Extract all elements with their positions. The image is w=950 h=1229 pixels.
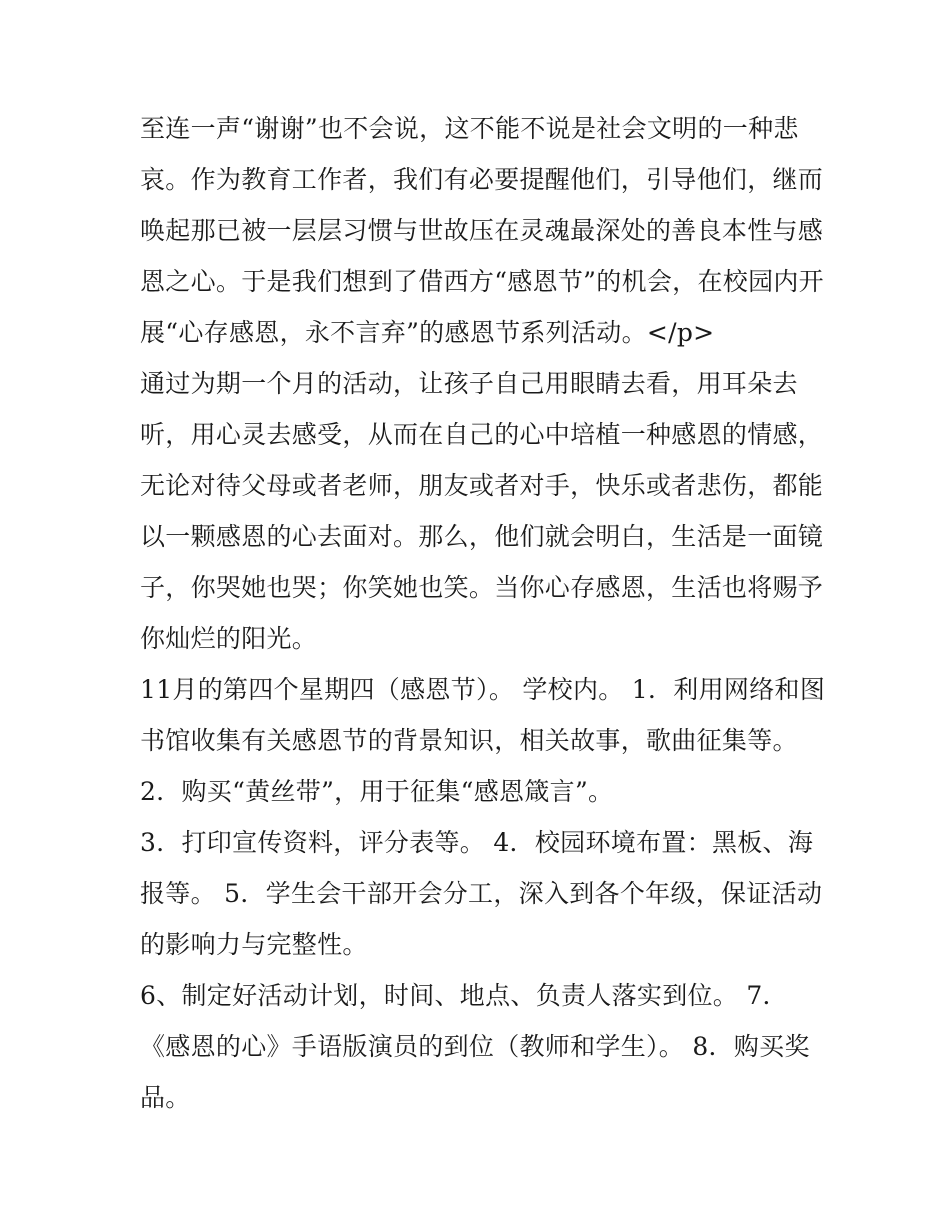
text-line: 恩之心。于是我们想到了借西方“感恩节”的机会，在校园内开 bbox=[140, 267, 824, 296]
text-line: 哀。作为教育工作者，我们有必要提醒他们，引导他们，继而 bbox=[140, 165, 824, 194]
text-line: 11月的第四个星期四（感恩节）。 学校内。 1．利用网络和图 bbox=[140, 675, 826, 704]
text-line: 无论对待父母或者老师，朋友或者对手，快乐或者悲伤，都能 bbox=[140, 471, 824, 500]
paragraph-6 bbox=[140, 970, 820, 1123]
text-line: 你灿烂的阳光。 bbox=[140, 624, 318, 653]
paragraph-5 bbox=[140, 817, 823, 970]
paragraph-1 bbox=[140, 103, 824, 358]
text-line: 品。 bbox=[140, 1083, 191, 1112]
paragraph-3 bbox=[140, 664, 826, 766]
text-line: 展“心存感恩，永不言弃”的感恩节系列活动。</p> bbox=[140, 318, 715, 347]
text-line: 书馆收集有关感恩节的背景知识，相关故事，歌曲征集等。 bbox=[140, 726, 798, 755]
text-line: 至连一声“谢谢”也不会说，这不能不说是社会文明的一种悲 bbox=[140, 114, 799, 143]
text-line: 唤起那已被一层层习惯与世故压在灵魂最深处的善良本性与感 bbox=[140, 216, 824, 245]
text-line: 听，用心灵去感受，从而在自己的心中培植一种感恩的情感， bbox=[140, 420, 824, 449]
paragraph-2 bbox=[140, 358, 824, 664]
text-line: 3．打印宣传资料，评分表等。 4．校园环境布置：黑板、海 bbox=[140, 828, 814, 857]
text-line: 《感恩的心》手语版演员的到位（教师和学生）。 8．购买奖 bbox=[140, 1032, 810, 1061]
text-line: 子，你哭她也哭；你笑她也笑。当你心存感恩，生活也将赐予 bbox=[140, 573, 824, 602]
text-line: 通过为期一个月的活动，让孩子自己用眼睛去看，用耳朵去 bbox=[140, 369, 798, 398]
document-body bbox=[140, 103, 826, 1123]
text-line: 6、制定好活动计划，时间、地点、负责人落实到位。 7． bbox=[140, 981, 788, 1010]
text-line: 的影响力与完整性。 bbox=[140, 930, 368, 959]
text-line: 以一颗感恩的心去面对。那么，他们就会明白，生活是一面镜 bbox=[140, 522, 824, 551]
text-line: 2．购买“黄丝带”，用于征集“感恩箴言”。 bbox=[140, 777, 614, 806]
text-line: 报等。 5．学生会干部开会分工，深入到各个年级，保证活动 bbox=[140, 879, 823, 908]
paragraph-4 bbox=[140, 766, 820, 817]
